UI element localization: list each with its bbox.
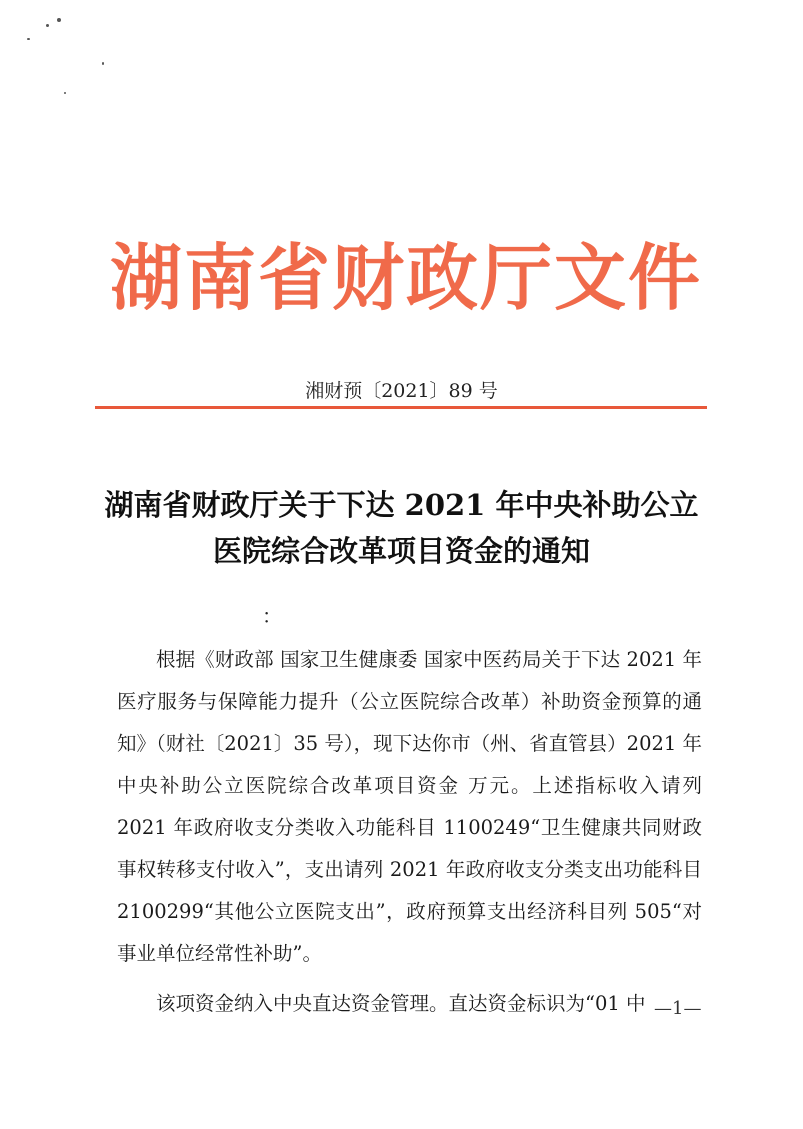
body-paragraph-1: 根据《财政部 国家卫生健康委 国家中医药局关于下达 2021 年医疗服务与保障能力提升（公立医院综合改革）补助资金预算的通知》（财社〔2021〕35 号），现下达你市（州、省直管县）2021 年中央补助公立医院综合改革项目资金 万元。上述指标收入请列 2021 年政府收支分类收入功能科目 1100249“卫生健康共同财政事权转移支付收入”，支出请列 2021 年政府收支分类支出功能科目 2100299“其他公立医院支出”，政府预算支出经济科目列 505“对事业单位经常性补助”。 [117,648,702,965]
document-title [60,482,743,574]
scan-speck [27,38,30,40]
title-line-1: 湖南省财政厅关于下达 2021 年中央补助公立 [104,488,699,522]
scan-speck [64,92,66,94]
document-body [117,639,702,1033]
document-number: 湘财预〔2021〕89 号 [305,380,498,402]
salutation: ： [262,604,282,628]
title-line-2: 医院综合改革项目资金的通知 [212,534,590,568]
red-divider-line [95,406,707,409]
scan-speck [46,24,49,27]
body-paragraph-2: 该项资金纳入中央直达资金管理。直达资金标识为“01 中 [156,992,646,1015]
scan-speck [102,62,104,65]
document-masthead: 湖南省财政厅文件 [110,236,703,320]
page-number: —1— [654,998,702,1019]
scan-speck [57,18,61,22]
